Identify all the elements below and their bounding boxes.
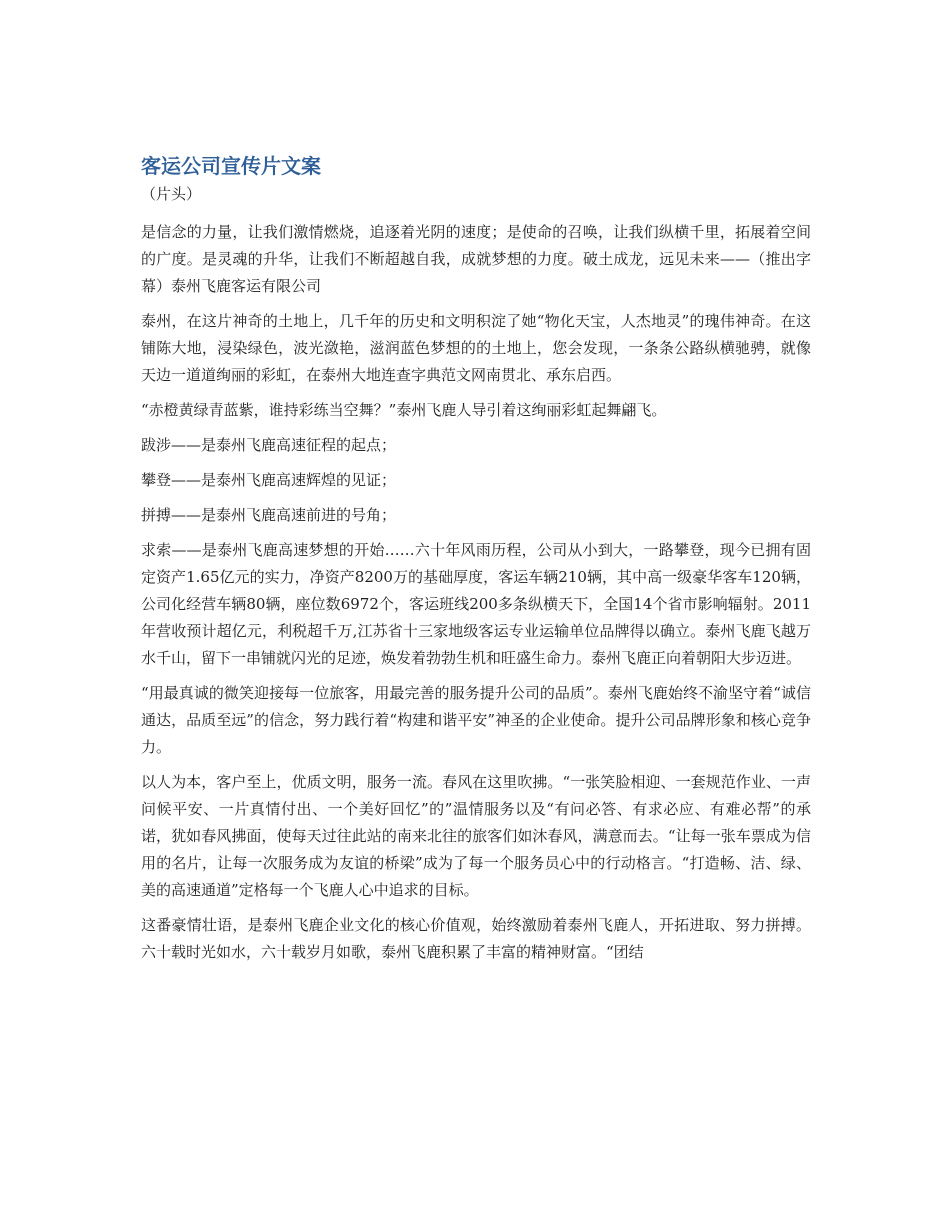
paragraph-taizhou: 泰州，在这片神奇的土地上，几千年的历史和文明积淀了她“物化天宝，人杰地灵”的瑰伟神奇。在这铺陈大地，浸染绿色，波光潋艳，滋润蓝色梦想的的土地上，您会发现，一条条公路纵横驰骋，就像天边一道道绚丽的彩虹，在泰州大地连查字典范文网南贯北、承东启西。 (141, 312, 811, 384)
paragraph-service-quote: “用最真诚的微笑迎接每一位旅客，用最完善的服务提升公司的品质”。泰州飞鹿始终不渝坚守着“诚信通达，品质至远”的信念，努力践行着“构建和谐平安”神圣的企业使命。提升公司品牌形象和核心竞争力。 (141, 684, 811, 756)
paragraph-rainbow: “赤橙黄绿青蓝紫，谁持彩练当空舞？”泰州飞鹿人导引着这绚丽彩虹起舞翩飞。 (141, 401, 667, 419)
subtitle: （片头） (141, 185, 202, 203)
paragraph-trek: 跋涉——是泰州飞鹿高速征程的起点； (141, 436, 397, 454)
document-page (141, 148, 811, 974)
paragraph-intro: 是信念的力量，让我们激情燃烧，追逐着光阴的速度；是使命的召唤，让我们纵横千里，拓展着空间的广度。是灵魂的升华，让我们不断超越自我，成就梦想的力度。破土成龙，远见未来——（推出字幕）泰州飞鹿客运有限公司 (141, 223, 811, 295)
paragraph-history: 求索——是泰州飞鹿高速梦想的开始……六十年风雨历程，公司从小到大，一路攀登，现今已拥有固定资产1.65亿元的实力，净资产8200万的基础厚度，客运车辆210辆，其中高一级豪华客车120辆，公司化经营车辆80辆，座位数6972个，客运班线200多条纵横天下，全国14个省市影响辐射。2011年营收预计超亿元，利税超千万,江苏省十三家地级客运专业运输单位品牌得以确立。泰州飞鹿飞越万水千山，留下一串铺就闪光的足迹，焕发着勃勃生机和旺盛生命力。泰州飞鹿正向着朝阳大步迈进。 (141, 541, 811, 667)
paragraph-people-first: 以人为本，客户至上，优质文明，服务一流。春风在这里吹拂。“一张笑脸相迎、一套规范作业、一声问候平安、一片真情付出、一个美好回忆”的”温情服务以及“有问必答、有求必应、有难必帮”的承诺，犹如春风拂面，使每天过往此站的南来北往的旅客们如沐春风，满意而去。“让每一张车票成为信用的名片，让每一次服务成为友谊的桥梁”成为了每一个服务员心中的行动格言。“打造畅、洁、绿、美的高速通道”定格每一个飞鹿人心中追求的目标。 (141, 773, 811, 899)
paragraph-struggle: 拼搏——是泰州飞鹿高速前进的号角； (141, 506, 397, 524)
paragraph-climb: 攀登——是泰州飞鹿高速辉煌的见证； (141, 471, 397, 489)
page-title: 客运公司宣传片文案 (141, 154, 321, 178)
paragraph-culture: 这番豪情壮语，是泰州飞鹿企业文化的核心价值观，始终激励着泰州飞鹿人，开拓进取、努力拼搏。六十载时光如水，六十载岁月如歌，泰州飞鹿积累了丰富的精神财富。“团结 (141, 916, 811, 961)
